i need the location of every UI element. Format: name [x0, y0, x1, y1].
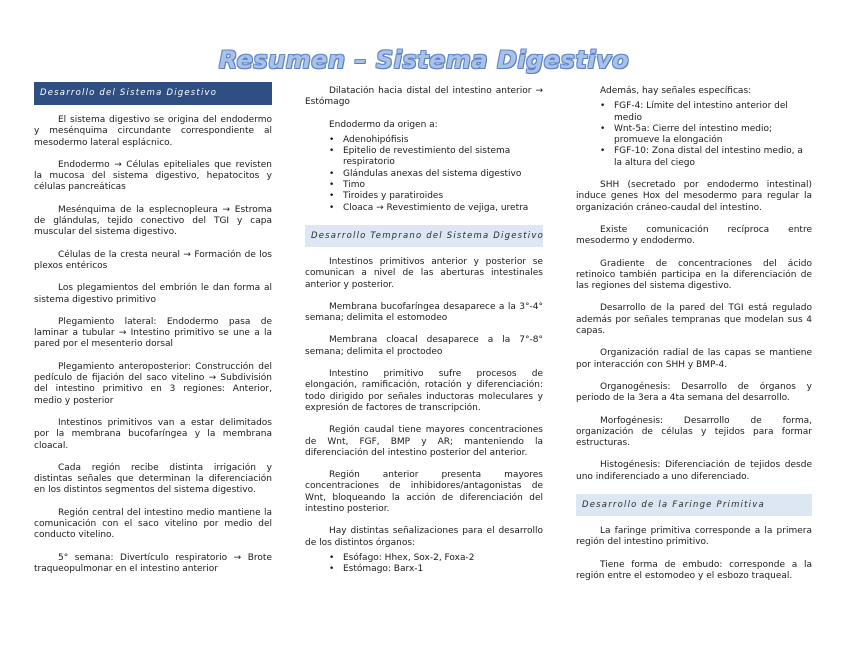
paragraph: Región anterior presenta mayores concentraciones de inhibidores/antagonistas de Wnt, bloqueando la acción de diferenciación del intestino posterior. — [305, 470, 543, 515]
paragraph: SHH (secretado por endodermo intestinal) induce genes Hox del mesodermo para regular la organización cráneo-caudal del intestino. — [576, 180, 812, 213]
paragraph: Histogénesis: Diferenciación de tejidos desde uno indiferenciado a uno diferenciado. — [576, 460, 812, 482]
list-item: • FGF-10: Zona distal del intestino medio, a la altura del ciego — [614, 146, 812, 169]
paragraph: Dilatación hacia distal del intestino anterior → Estómago — [305, 86, 543, 108]
list-item: • Estómago: Barx-1 — [343, 564, 543, 575]
section-header: Desarrollo de la Faringe Primitiva — [576, 494, 812, 516]
paragraph: Existe comunicación recíproca entre mesodermo y endodermo. — [576, 224, 812, 247]
paragraph: Endodermo → Células epiteliales que revisten la mucosa del sistema digestivo, hepatocitos y células pancreáticas — [34, 159, 272, 193]
paragraph: Mesénquima de la esplecnopleura → Estroma de glándulas, tejido conectivo del TGI y capa muscular del sistema digestivo. — [34, 204, 272, 238]
list-item: • Tiroides y paratiroides — [343, 191, 543, 202]
bullet-list — [305, 553, 543, 576]
paragraph: Los plegamientos del embrión le dan forma al sistema digestivo primitivo — [34, 283, 272, 305]
section-header: Desarrollo Temprano del Sistema Digestivo — [305, 225, 543, 247]
list-item: • FGF-4: Límite del intestino anterior del medio — [614, 101, 812, 124]
paragraph: Intestino primitivo sufre procesos de elongación, ramificación, rotación y diferenciación: todo dirigido por señales inductoras moleculares y expresión de factores de transcripción. — [305, 369, 543, 413]
paragraph: Hay distintas señalizaciones para el desarrollo de los distintos órganos: — [305, 526, 543, 548]
paragraph: Además, hay señales específicas: — [600, 86, 752, 96]
list-item: • Esófago: Hhex, Sox-2, Foxa-2 — [343, 553, 543, 564]
paragraph: Región caudal tiene mayores concentraciones de Wnt, FGF, BMP y AR; manteniendo la diferenciación del intestino posterior del anterior. — [305, 425, 543, 458]
paragraph: Células de la cresta neural → Formación de los plexos entéricos — [34, 249, 272, 271]
paragraph: Membrana bucofaríngea desaparece a la 3°-4° semana; delimita el estomodeo — [305, 301, 543, 324]
list-item: • Wnt-5a: Cierre del intestino medio; promueve la elongación — [614, 124, 812, 147]
paragraph: Cada región recibe distinta irrigación y distintas señales que determinan la diferenciación en los distintos segmentos del sistema digestivo. — [34, 462, 272, 496]
paragraph: Tiene forma de embudo: corresponde a la región entre el estomodeo y el esbozo traqueal. — [576, 559, 812, 581]
list-item: • Epitelio de revestimiento del sistema respiratorio — [343, 146, 543, 169]
paragraph: Gradiente de concentraciones del ácido retinoico también participa en la diferenciación de las regiones del sistema digestivo. — [576, 258, 812, 292]
paragraph: 5° semana: Divertículo respiratorio → Brote traqueopulmonar en el intestino anterior — [34, 552, 272, 574]
paragraph: Organogénesis: Desarrollo de órganos y periodo de la 3era a 4ta semana del desarrollo. — [576, 381, 812, 404]
page-title: Resumen – Sistema Digestivo — [218, 46, 630, 74]
paragraph: Organización radial de las capas se mantiene por interacción con SHH y BMP-4. — [576, 348, 812, 370]
list-item: • Timo — [343, 180, 543, 191]
section-header: Desarrollo del Sistema Digestivo — [34, 82, 272, 105]
paragraph: Plegamiento anteroposterior: Construcción del pedículo de fijación del saco vitelino → Subdivisión del intestino primitivo en 3 regiones: Anterior, medio y posterior — [34, 361, 272, 406]
list-item: • Adenohipófisis — [343, 135, 543, 146]
paragraph: Morfogénesis: Desarrollo de forma, organización de células y tejidos para formar estructuras. — [576, 415, 812, 449]
bullet-list — [305, 135, 543, 214]
list-item: • Glándulas anexas del sistema digestivo — [343, 169, 543, 180]
paragraph: Desarrollo de la pared del TGI está regulado además por señales tempranas que modelan sus 4 capas. — [576, 303, 812, 337]
bullet-list — [576, 101, 812, 169]
column-1 — [34, 82, 272, 586]
paragraph: El sistema digestivo se origina del endodermo y mesénquima circundante correspondiente al mesodermo lateral esplácnico. — [34, 115, 272, 148]
paragraph: Endodermo da origen a: — [329, 119, 438, 130]
paragraph: Intestinos primitivos van a estar delimitados por la membrana bucofaríngea y la membrana cloacal. — [34, 417, 272, 451]
column-3 — [576, 86, 812, 593]
paragraph: La faringe primitiva corresponde a la primera región del intestino primitivo. — [576, 526, 812, 548]
list-item: • Cloaca → Revestimiento de vejiga, uretra — [343, 203, 543, 214]
paragraph: Intestinos primitivos anterior y posterior se comunican a nivel de las aberturas intestinales anterior y posterior. — [305, 256, 543, 290]
paragraph: Región central del intestino medio mantiene la comunicación con el saco vitelino por medio del conducto vitelino. — [34, 507, 272, 541]
paragraph: Plegamiento lateral: Endodermo pasa de laminar a tubular → Intestino primitivo se une a la pared por el mesenterio dorsal — [34, 316, 272, 350]
column-2 — [305, 86, 543, 587]
paragraph: Membrana cloacal desaparece a la 7°-8° semana; delimita el proctodeo — [305, 335, 543, 357]
